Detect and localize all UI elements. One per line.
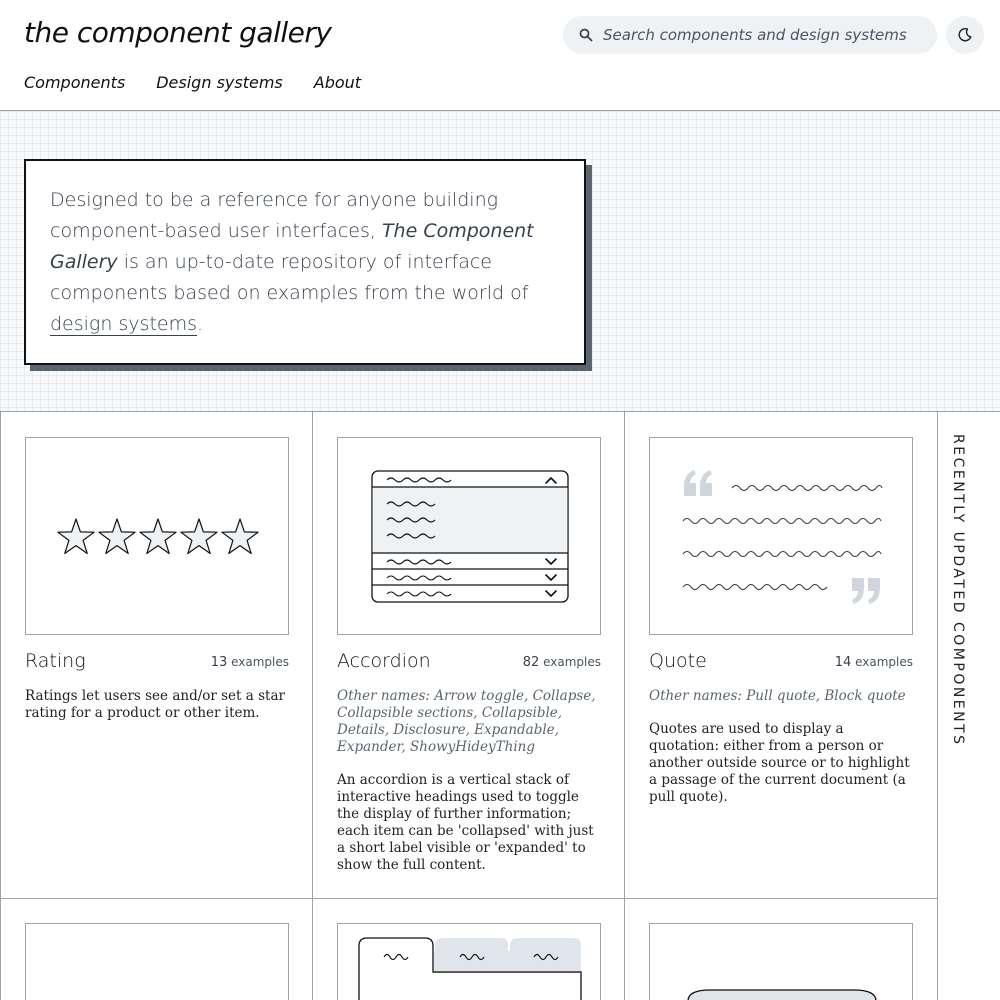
card-title[interactable]: Rating — [25, 650, 86, 672]
star-icon — [140, 519, 176, 554]
examples-count: 14 examples — [834, 655, 913, 670]
hero-section — [0, 111, 1000, 412]
quote-illustration — [649, 437, 913, 635]
star-icon — [222, 519, 258, 554]
card-title[interactable]: Accordion — [337, 650, 431, 672]
card-description: An accordion is a vertical stack of interactive headings used to toggle the display of further information; each item can be 'collapsed' with just a short label visible or 'expanded' to show the full content. — [337, 772, 594, 873]
card-description: Ratings let users see and/or set a star rating for a product or other item. — [25, 688, 285, 721]
main-nav — [24, 73, 392, 92]
close-quote-icon — [852, 578, 880, 604]
nav-components[interactable]: Components — [24, 73, 126, 92]
component-card-preview[interactable] — [25, 923, 289, 1000]
card-description: Quotes are used to display a quotation: either from a person or another outside source or to highlight a passage of the current document (a pull quote). — [649, 721, 910, 805]
card-other-names: Other names: Arrow toggle, Collapse, Collapsible sections, Collapsible, Details, Disclosure, Expandable, Expander, ShowyHideyThing — [337, 688, 596, 755]
star-icon — [58, 519, 94, 554]
nav-design-systems[interactable]: Design systems — [156, 73, 283, 92]
grid-divider — [0, 412, 1, 1000]
grid-divider — [0, 898, 938, 899]
tabs-illustration[interactable] — [337, 923, 601, 1000]
button-illustration[interactable] — [649, 923, 913, 1000]
card-other-names: Other names: Pull quote, Block quote — [649, 688, 906, 704]
search-icon — [579, 28, 593, 42]
grid-divider — [624, 412, 625, 1000]
moon-icon — [957, 27, 973, 43]
theme-toggle-button[interactable] — [946, 16, 984, 54]
star-icon — [181, 519, 217, 554]
intro-box — [24, 159, 586, 365]
intro-text: Designed to be a reference for anyone building component-based user interfaces, The Component Gallery is an up-to-date repository of interface components based on examples from the world of design systems. — [50, 189, 534, 335]
examples-count: 13 examples — [210, 655, 289, 670]
card-title[interactable]: Quote — [649, 650, 707, 672]
grid-divider — [937, 412, 938, 1000]
examples-count: 82 examples — [522, 655, 601, 670]
open-quote-icon — [684, 470, 712, 496]
site-logo[interactable]: the component gallery — [24, 16, 332, 49]
recently-updated-label: RECENTLY UPDATED COMPONENTS — [950, 434, 966, 747]
star-icon — [99, 519, 135, 554]
rating-illustration — [25, 437, 289, 635]
grid-divider — [312, 412, 313, 1000]
accordion-illustration — [337, 437, 601, 635]
search-box[interactable] — [563, 16, 937, 54]
design-systems-link[interactable]: design systems — [50, 313, 197, 335]
nav-about[interactable]: About — [313, 73, 362, 92]
site-header — [0, 0, 1000, 111]
search-input[interactable] — [603, 26, 923, 44]
